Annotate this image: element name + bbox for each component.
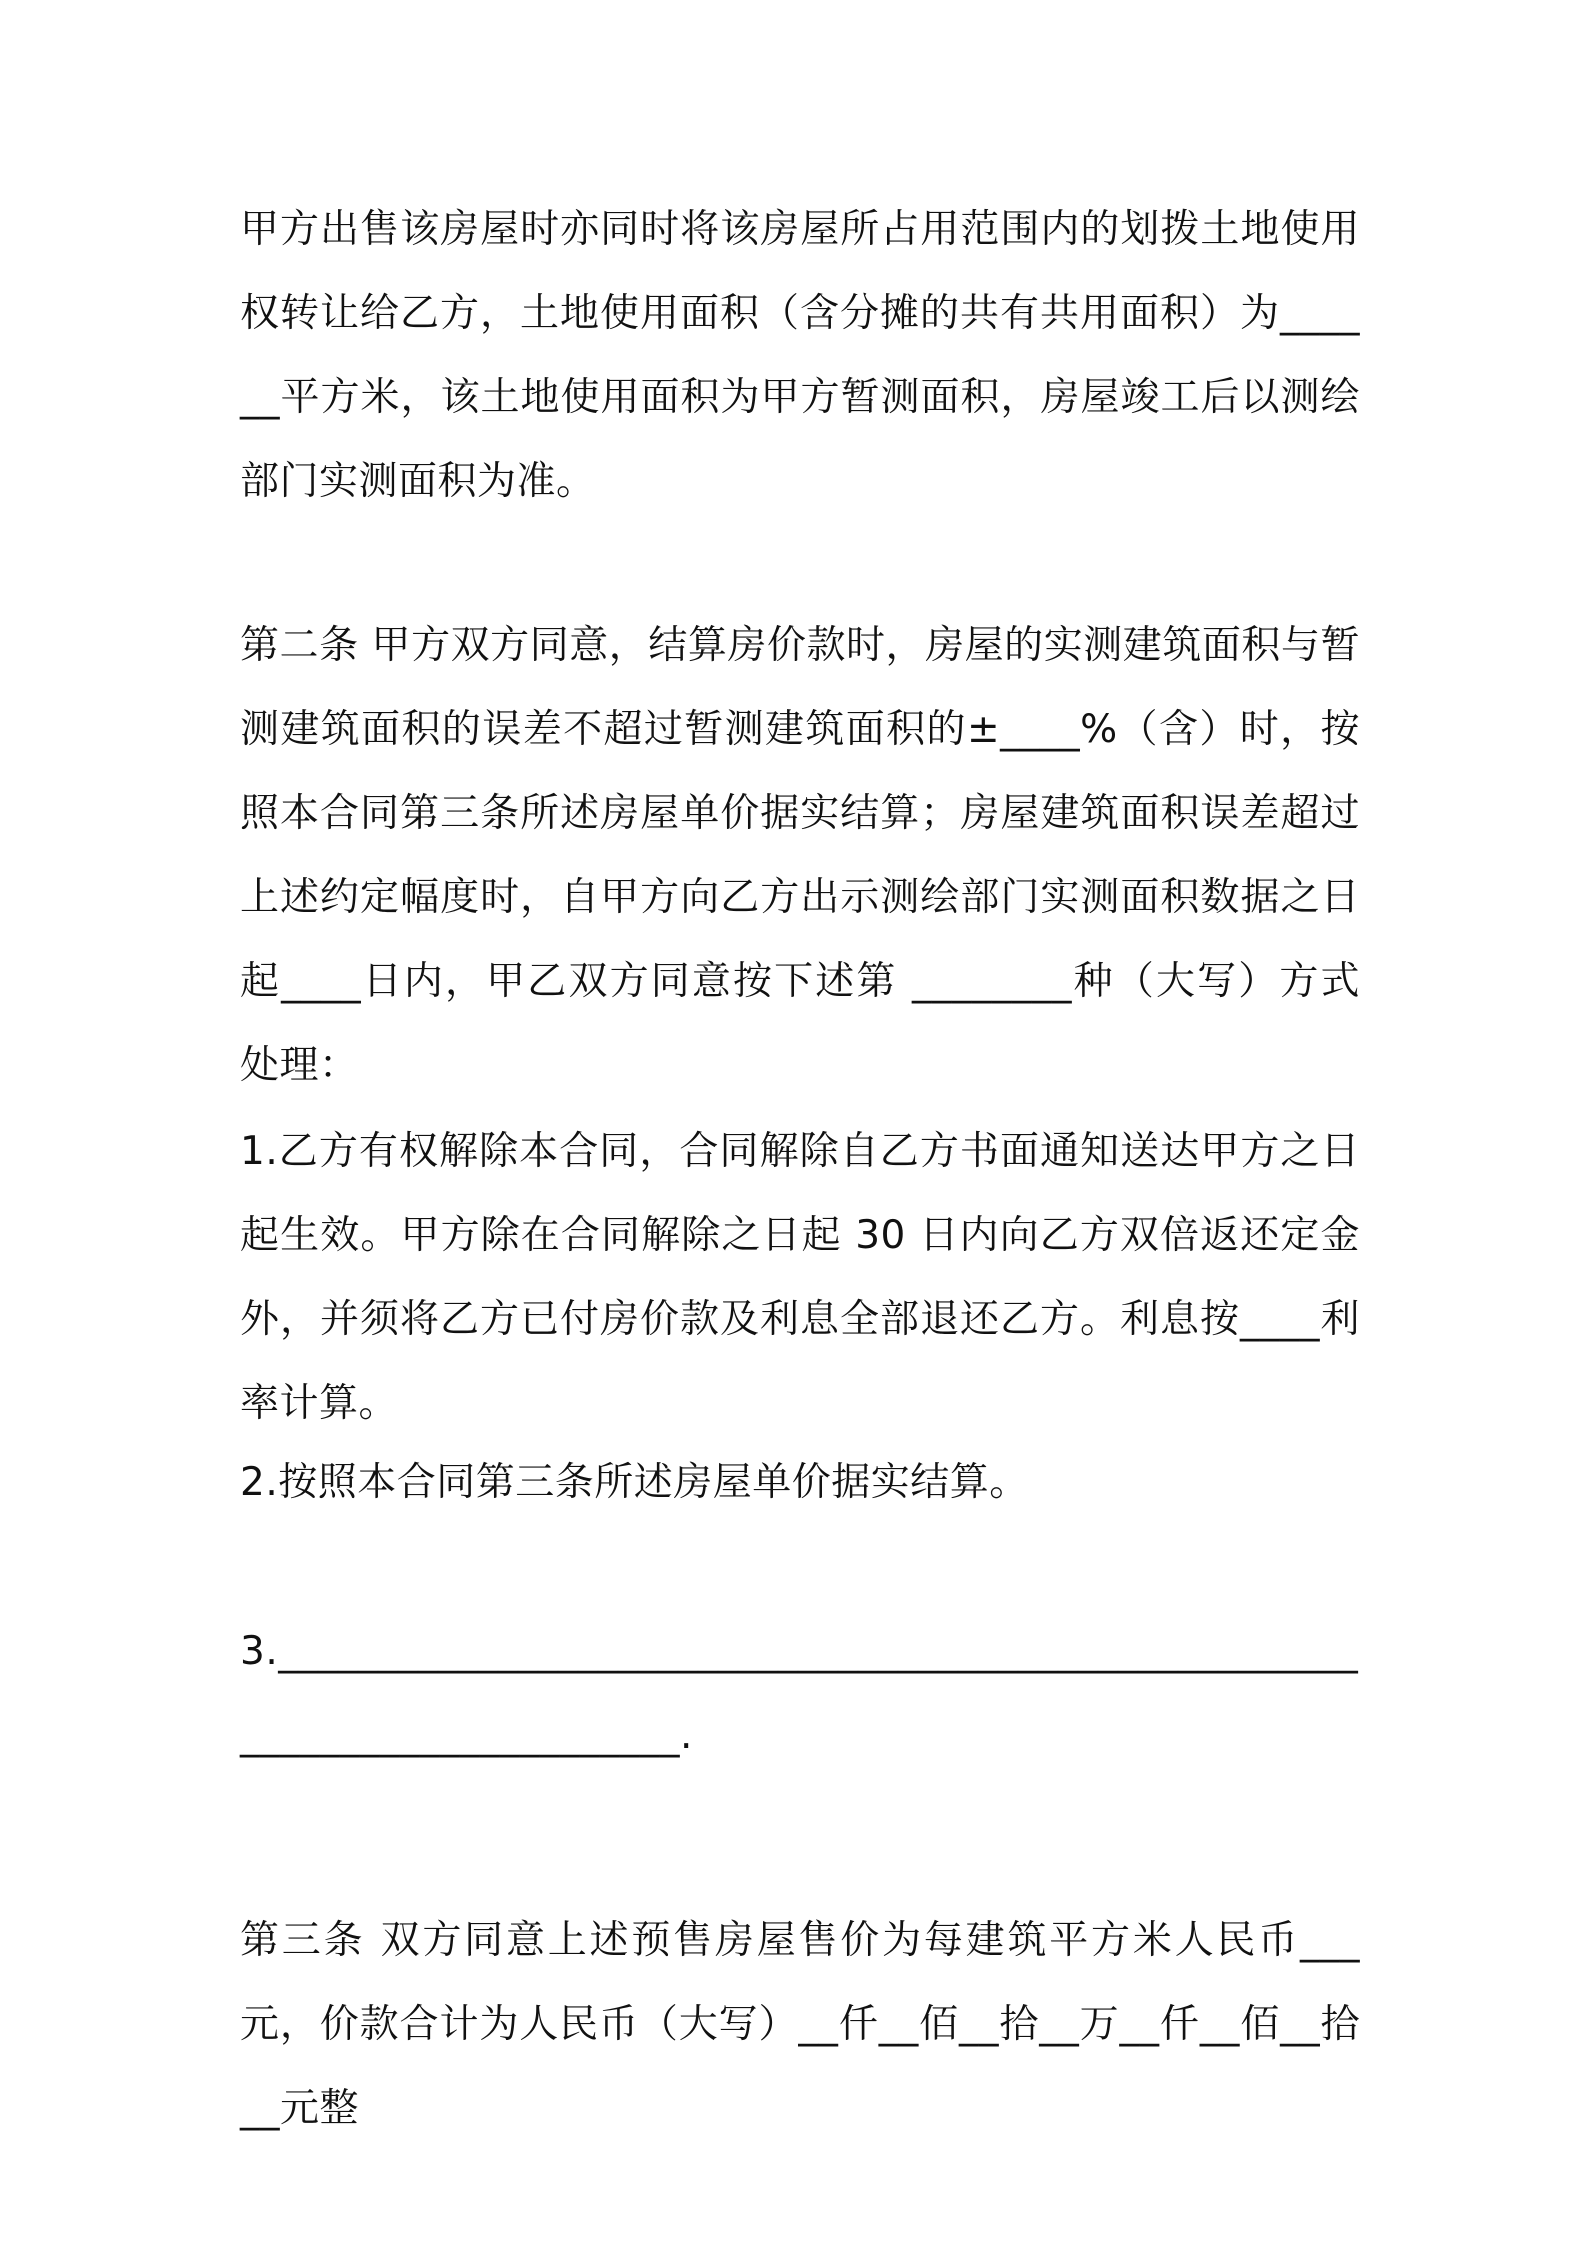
paragraph-article-2: 第二条 甲方双方同意，结算房价款时，房屋的实测建筑面积与暂测建筑面积的误差不超过暂测建筑面积的±____%（含）时，按照本合同第三条所述房屋单价据实结算；房屋建筑面积误差超过上述约定幅度时，自甲方向乙方出示测绘部门实测面积数据之日起____日内，甲乙双方同意按下述第 ________种（大写）方式处理： bbox=[240, 623, 1360, 1088]
paragraph-option-2: 2.按照本合同第三条所述房屋单价据实结算。 bbox=[240, 1460, 1029, 1505]
paragraph-option-3: 3.____________________________________________________________________________. bbox=[240, 1629, 1359, 1758]
paragraph-option-1: 1.乙方有权解除本合同，合同解除自乙方书面通知送达甲方之日起生效。甲方除在合同解除之日起 30 日内向乙方双倍返还定金外，并须将乙方已付房价款及利息全部退还乙方。利息按____利率计算。 bbox=[240, 1129, 1360, 1426]
paragraph-article-3: 第三条 双方同意上述预售房屋售价为每建筑平方米人民币___元，价款合计为人民币（大写）__仟__佰__拾__万__仟__佰__拾__元整 bbox=[240, 1918, 1360, 2131]
paragraph-land-use: 甲方出售该房屋时亦同时将该房屋所占用范围内的划拨土地使用权转让给乙方，土地使用面积（含分摊的共有共用面积）为______平方米，该土地使用面积为甲方暂测面积，房屋竣工后以测绘部门实测面积为准。 bbox=[240, 207, 1360, 504]
